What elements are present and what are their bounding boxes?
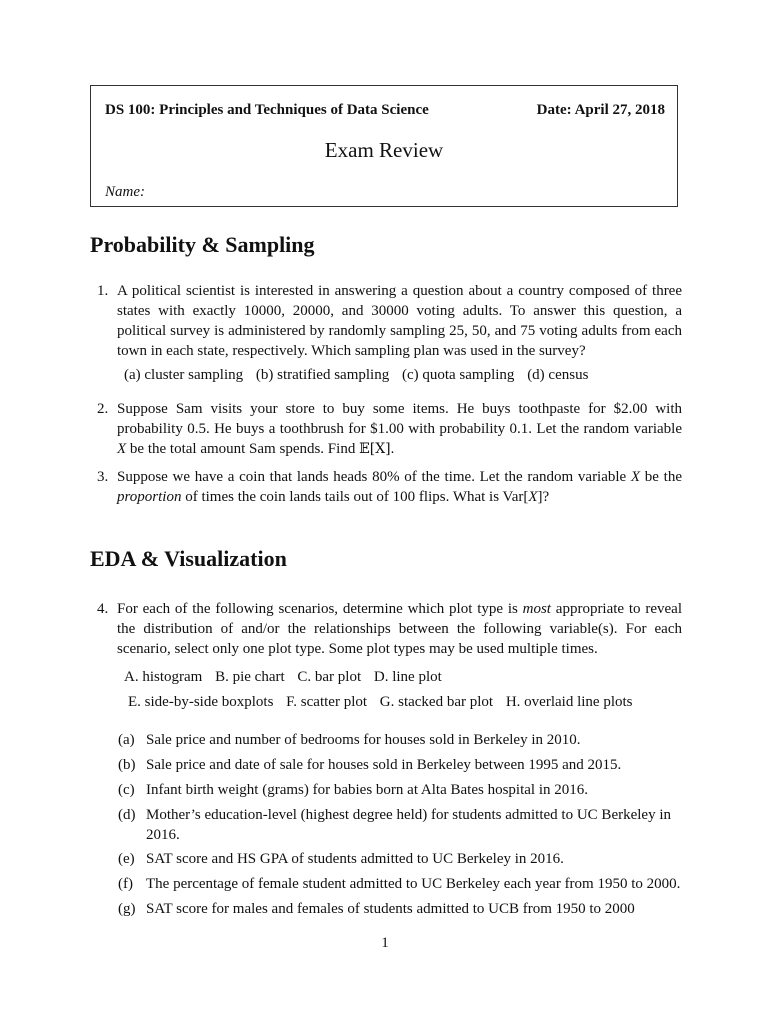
text-run: of times the coin lands tails out of 100 flips. What is Var[: [181, 489, 529, 505]
option-f: F. scatter plot: [286, 694, 368, 710]
scenario-text: The percentage of female student admitted to UC Berkeley each year from 1950 to 2000.: [146, 876, 681, 892]
option-e: E. side-by-side boxplots: [128, 694, 274, 710]
math-variable: X: [528, 489, 538, 505]
question-number: 4.: [97, 601, 109, 617]
scenario-label: (b): [118, 757, 136, 773]
text-run: .: [390, 441, 395, 457]
question-number: 2.: [97, 401, 109, 417]
math-expectation: 𝔼[X]: [359, 441, 391, 457]
choice-c: (c) quota sampling: [401, 367, 515, 383]
text-run: ]?: [537, 489, 550, 505]
name-field-label: Name:: [105, 184, 145, 200]
scenario-item: [118, 874, 682, 894]
exam-title: Exam Review: [324, 138, 444, 162]
scenario-label: (g): [118, 901, 136, 917]
option-g: G. stacked bar plot: [379, 694, 494, 710]
question-number: 1.: [97, 283, 109, 299]
text-run: be the total amount Sam spends. Find: [126, 441, 360, 457]
scenario-text: Sale price and number of bedrooms for houses sold in Berkeley in 2010.: [146, 732, 581, 748]
math-value: 0.1: [509, 421, 529, 437]
plot-options-row-2: [128, 694, 642, 711]
math-variable: X: [117, 441, 127, 457]
scenario-label: (a): [118, 732, 135, 748]
scenario-item: [118, 849, 682, 869]
choice-b: (b) stratified sampling: [255, 367, 390, 383]
math-variable: X: [630, 469, 641, 485]
exam-date: Date: April 27, 2018: [536, 102, 665, 118]
section-heading-eda: EDA & Visualization: [90, 546, 287, 571]
option-h: H. overlaid line plots: [505, 694, 633, 710]
option-b: B. pie chart: [215, 669, 285, 685]
scenario-item: [118, 755, 682, 775]
q1-choices: [124, 367, 597, 384]
course-title: DS 100: Principles and Techniques of Data Science: [105, 102, 429, 118]
scenario-text: Infant birth weight (grams) for babies born at Alta Bates hospital in 2016.: [146, 782, 588, 798]
scenario-label: (d): [118, 807, 136, 823]
option-d: D. line plot: [373, 669, 442, 685]
text-run: be the: [640, 469, 682, 485]
scenario-text: Sale price and date of sale for houses sold in Berkeley between 1995 and 2015.: [146, 757, 622, 773]
question-text: [117, 467, 682, 507]
text-run: For each of the following scenarios, determine which plot type is: [117, 601, 523, 617]
scenario-item: [118, 730, 682, 750]
text-run: . Let the random variable: [528, 421, 683, 437]
scenario-text: Mother’s education-level (highest degree held) for students admitted to UC Berkeley in 2016.: [146, 807, 671, 843]
text-run: . He buys a toothbrush for $1.00 with probability: [205, 421, 510, 437]
question-number: 3.: [97, 469, 109, 485]
scenario-text: SAT score and HS GPA of students admitted to UC Berkeley in 2016.: [146, 851, 564, 867]
option-a: A. histogram: [124, 669, 203, 685]
question-4: [90, 599, 682, 659]
question-text: [117, 599, 682, 659]
scenario-item: [118, 899, 682, 919]
question-text: A political scientist is interested in answering a question about a country composed of three states with exactly 10000, 20000, and 30000 voting adults. To answer this question, a political survey is administered by randomly sampling 25, 50, and 75 voting adults from each town in each state, respectively. Which sampling plan was used in the survey?: [117, 283, 682, 359]
question-2: [90, 399, 682, 459]
page-number: 1: [381, 935, 389, 951]
text-run: Suppose we have a coin that lands heads 80% of the time. Let the random variable: [117, 469, 631, 485]
math-value: 0.5: [187, 421, 206, 437]
scenario-item: [118, 780, 682, 800]
scenario-label: (c): [118, 782, 135, 798]
option-c: C. bar plot: [297, 669, 362, 685]
scenario-label: (e): [118, 851, 135, 867]
scenario-text: SAT score for males and females of students admitted to UCB from 1950 to 2000: [146, 901, 635, 917]
question-text: [117, 399, 682, 459]
emphasis: most: [522, 601, 551, 617]
scenario-label: (f): [118, 876, 133, 892]
emphasis: proportion: [117, 489, 182, 505]
question-1: [90, 281, 682, 361]
choice-d: (d) census: [527, 367, 589, 383]
choice-a: (a) cluster sampling: [124, 367, 244, 383]
scenario-item: [118, 805, 682, 845]
text-run: Suppose Sam visits your store to buy some items. He buys toothpaste for $2.00 with probability: [117, 401, 682, 437]
section-heading-probability: Probability & Sampling: [90, 232, 315, 257]
question-3: [90, 467, 682, 507]
plot-options-row-1: [124, 669, 451, 686]
exam-header-box: [90, 85, 678, 207]
text-run: appropriate to reveal the distribution of and/or the relationships between the following variable(s). For each scenario, select only one plot type. Some plot types may be used multiple times.: [117, 601, 682, 657]
